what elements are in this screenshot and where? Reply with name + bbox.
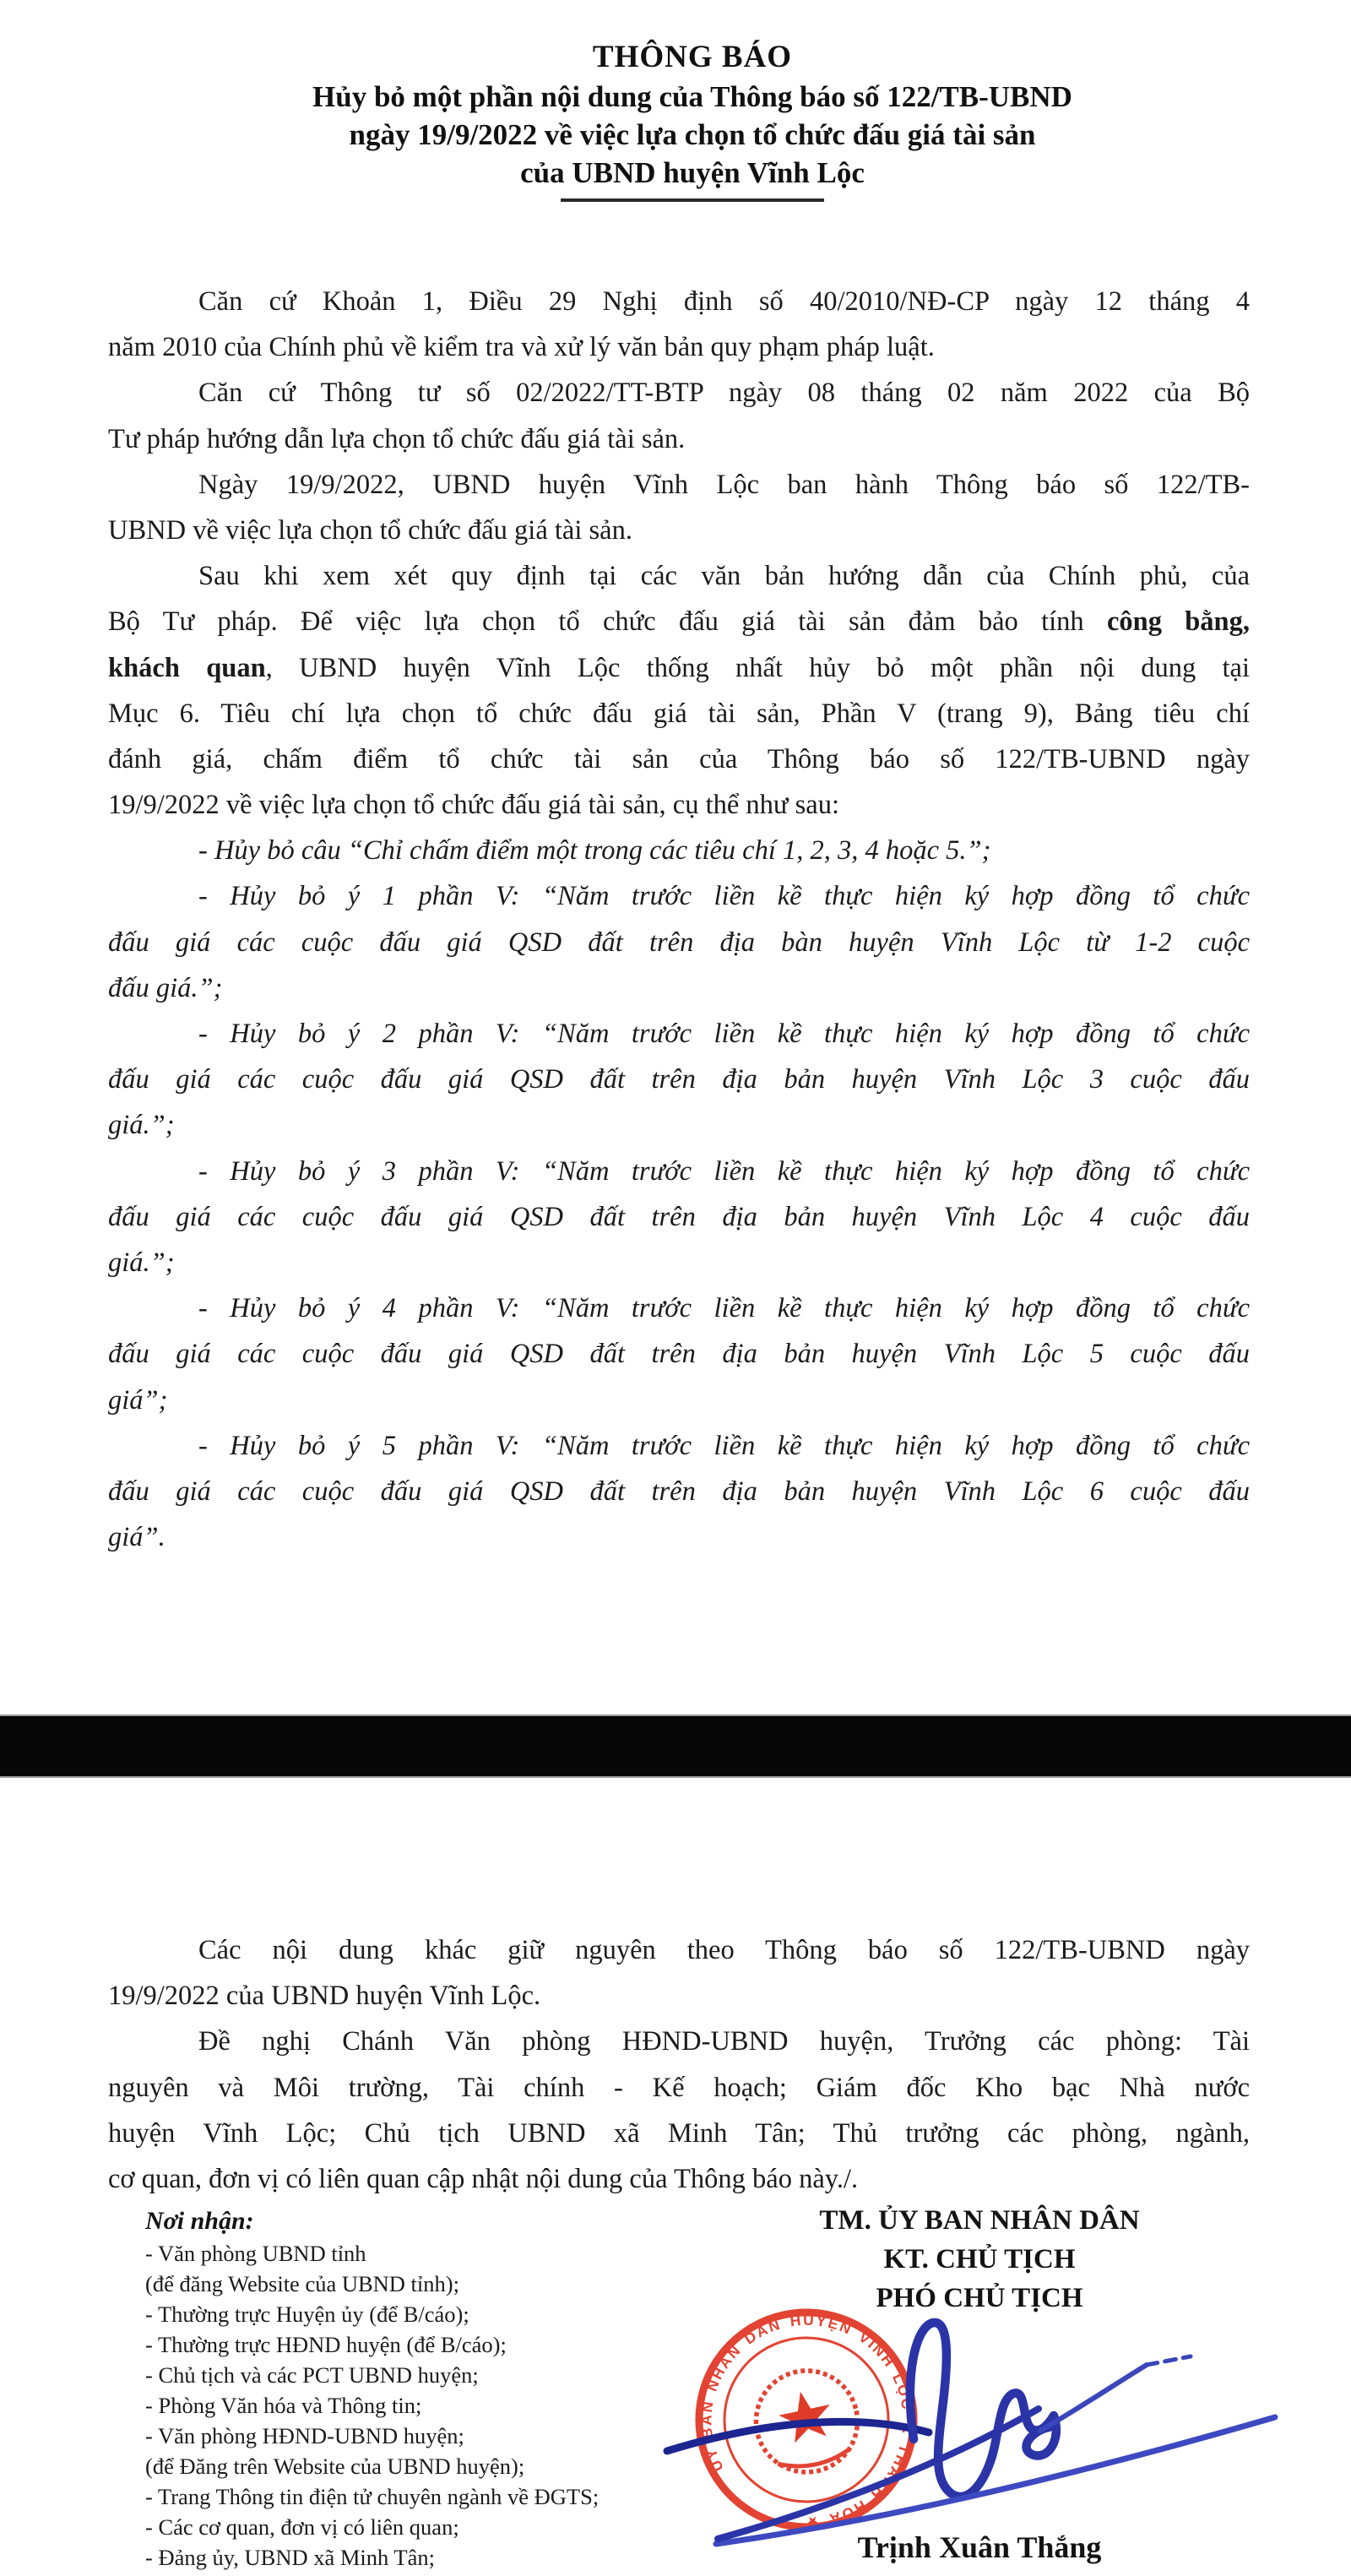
- body-text: Mục 6. Tiêu chí lựa chọn tổ chức đấu giá tài sản, Phần V (trang 9), Bảng tiêu chí: [108, 698, 1250, 729]
- body-line: [108, 1973, 1250, 2019]
- seal-ring-text: ỦY BAN NHÂN DÂN HUYỆN VĨNH LỘC T. THANH HÓA ★: [697, 2311, 917, 2531]
- body-line: [108, 1469, 1250, 1514]
- recipient-item: (để đăng Website của UBND tỉnh);: [145, 2271, 459, 2296]
- recipient-item: - Thường trực HĐND huyện (để B/cáo);: [145, 2332, 507, 2357]
- body-line: [108, 645, 1250, 691]
- body-text: - Hủy bỏ câu “Chỉ chấm điểm một trong các tiêu chí 1, 2, 3, 4 hoặc 5.”;: [198, 835, 991, 867]
- recipients-block: [145, 2204, 686, 2573]
- body-text: - Hủy bỏ ý 2 phần V: “Năm trước liền kề thực hiện ký hợp đồng tổ chức: [198, 1019, 1250, 1049]
- body-line: [108, 1378, 1250, 1423]
- body-line: [108, 1927, 1250, 1973]
- body-line: [108, 873, 1250, 919]
- recipient-item: - Văn phòng UBND tỉnh: [145, 2241, 366, 2266]
- body-line: [108, 279, 1250, 324]
- body-text: nguyên và Môi trường, Tài chính - Kế hoạch; Giám đốc Kho bạc Nhà nước: [108, 2072, 1250, 2103]
- body-line: [108, 553, 1250, 599]
- body-text: đấu giá các cuộc đấu giá QSD đất trên địa bản huyện Vĩnh Lộc 3 cuộc đấu: [108, 1064, 1250, 1095]
- body-text: giá”.: [108, 1522, 165, 1553]
- document-body-upper: [108, 279, 1250, 1560]
- body-text: Ngày 19/9/2022, UBND huyện Vĩnh Lộc ban hành Thông báo số 122/TB-: [198, 469, 1250, 500]
- body-line: [108, 1331, 1250, 1377]
- body-text: đấu giá.”;: [108, 972, 223, 1003]
- body-text: Các nội dung khác giữ nguyên theo Thông báo số 122/TB-UBND ngày: [198, 1935, 1250, 1965]
- signer-name: Trịnh Xuân Thắng: [857, 2530, 1102, 2564]
- signature-cross-stroke: [667, 2421, 929, 2451]
- body-line: [108, 1423, 1250, 1469]
- body-line: [108, 324, 1250, 370]
- body-line: [108, 1194, 1250, 1240]
- body-line: [108, 1514, 1250, 1560]
- body-line: [108, 1240, 1250, 1285]
- body-text: - Hủy bỏ ý 4 phần V: “Năm trước liền kề thực hiện ký hợp đồng tổ chức: [198, 1293, 1250, 1324]
- body-line: [108, 2156, 1250, 2202]
- body-line: [108, 736, 1250, 782]
- recipients-list: [145, 2238, 686, 2573]
- body-text-bold: công bằng,: [1106, 606, 1250, 638]
- redaction-band: [0, 1715, 1351, 1778]
- body-line: [108, 599, 1250, 644]
- recipient-item: - Phòng Văn hóa và Thông tin;: [145, 2393, 422, 2418]
- document-subtitle-line-2: ngày 19/9/2022 về việc lựa chọn tổ chức đấu giá tài sản: [349, 118, 1036, 151]
- body-text: đấu giá các cuộc đấu giá QSD đất trên địa bản huyện Vĩnh Lộc 5 cuộc đấu: [108, 1339, 1250, 1370]
- recipient-item: - Các cơ quan, đơn vị có liên quan;: [145, 2514, 459, 2540]
- recipient-item: - Thường trực Huyện ủy (để B/cáo);: [145, 2302, 469, 2327]
- signature-upper-flourish: [1040, 2365, 1147, 2431]
- recipients-label: Nơi nhận:: [145, 2207, 254, 2235]
- body-text: Căn cứ Thông tư số 02/2022/TT-BTP ngày 08 tháng 02 năm 2022 của Bộ: [198, 378, 1250, 409]
- document-title: THÔNG BÁO: [592, 40, 793, 74]
- body-text: đấu giá các cuộc đấu giá QSD đất trên địa bản huyện Vĩnh Lộc 4 cuộc đấu: [108, 1201, 1250, 1232]
- signature-upper-flourish-dashes: [1147, 2356, 1191, 2365]
- body-line: [108, 1149, 1250, 1194]
- recipient-item: - Trang Thông tin điện tử chuyên ngành về ĐGTS;: [145, 2484, 600, 2509]
- body-text: cơ quan, đơn vị có liên quan cập nhật nội dung của Thông báo này./.: [108, 2163, 859, 2194]
- body-line: [108, 416, 1250, 462]
- body-text: năm 2010 của Chính phủ về kiểm tra và xử lý văn bản quy phạm pháp luật.: [108, 332, 935, 363]
- body-line: [108, 828, 1250, 873]
- body-text: 19/9/2022 về việc lựa chọn tổ chức đấu giá tài sản, cụ thể như sau:: [108, 790, 840, 821]
- body-text: UBND về việc lựa chọn tổ chức đấu giá tài sản.: [108, 514, 632, 546]
- body-line: [108, 920, 1250, 965]
- body-text: - Hủy bỏ ý 5 phần V: “Năm trước liền kề thực hiện ký hợp đồng tổ chức: [198, 1430, 1250, 1461]
- body-text: - Hủy bỏ ý 1 phần V: “Năm trước liền kề thực hiện ký hợp đồng tổ chức: [198, 881, 1250, 912]
- body-text-bold: khách quan: [108, 652, 266, 683]
- body-line: [108, 2019, 1250, 2064]
- body-text: giá”;: [108, 1384, 168, 1416]
- recipient-item: - Đảng ủy, UBND xã Minh Tân;: [145, 2545, 435, 2570]
- title-underline: [561, 198, 824, 202]
- body-text: đánh giá, chấm điểm tổ chức tài sản của Thông báo số 122/TB-UBND ngày: [108, 743, 1250, 774]
- body-line: [108, 462, 1250, 508]
- body-text: 19/9/2022 của UBND huyện Vĩnh Lộc.: [108, 1981, 541, 2012]
- body-line: [108, 1011, 1250, 1057]
- body-line: [108, 965, 1250, 1011]
- body-text: Sau khi xem xét quy định tại các văn bản hướng dẫn của Chính phủ, của: [198, 561, 1250, 592]
- signature-org-line-1: TM. ỦY BAN NHÂN DÂN: [819, 2205, 1140, 2236]
- recipient-item: - Văn phòng HĐND-UBND huyện;: [145, 2423, 464, 2448]
- body-line: [108, 1285, 1250, 1331]
- signature-org-line-3: PHÓ CHỦ TỊCH: [876, 2283, 1083, 2313]
- body-text: giá.”;: [108, 1247, 175, 1278]
- document-subtitle-line-3: của UBND huyện Vĩnh Lộc: [520, 156, 865, 189]
- body-text: đấu giá các cuộc đấu giá QSD đất trên địa bản huyện Vĩnh Lộc 6 cuộc đấu: [108, 1475, 1250, 1507]
- body-text: đấu giá các cuộc đấu giá QSD đất trên địa bàn huyện Vĩnh Lộc từ 1-2 cuộc: [108, 927, 1250, 958]
- body-line: [108, 1057, 1250, 1102]
- body-text: giá.”;: [108, 1110, 175, 1141]
- document-subtitle-line-1: Hủy bỏ một phần nội dung của Thông báo số 122/TB-UBND: [312, 80, 1072, 113]
- body-text: , UBND huyện Vĩnh Lộc thống nhất hủy bỏ một phần nội dung tại: [265, 652, 1250, 683]
- body-line: [108, 2111, 1250, 2156]
- body-text: Căn cứ Khoản 1, Điều 29 Nghị định số 40/2010/NĐ-CP ngày 12 tháng 4: [198, 286, 1250, 317]
- body-text: Đề nghị Chánh Văn phòng HĐND-UBND huyện, Trưởng các phòng: Tài: [198, 2026, 1250, 2057]
- body-line: [108, 508, 1250, 553]
- body-line: [108, 691, 1250, 736]
- recipient-item: (để Đăng trên Website của UBND huyện);: [145, 2454, 525, 2479]
- document-header: [0, 37, 1351, 202]
- document-body-lower: [108, 1927, 1250, 2202]
- body-text: huyện Vĩnh Lộc; Chủ tịch UBND xã Minh Tân; Thủ trưởng các phòng, ngành,: [108, 2117, 1250, 2149]
- body-line: [108, 1102, 1250, 1148]
- body-text: - Hủy bỏ ý 3 phần V: “Năm trước liền kề thực hiện ký hợp đồng tổ chức: [198, 1155, 1250, 1187]
- body-line: [108, 782, 1250, 828]
- body-line: [108, 370, 1250, 416]
- recipient-item: - Chủ tịch và các PCT UBND huyện;: [145, 2362, 479, 2388]
- body-line: [108, 2065, 1250, 2111]
- signature-org-line-2: KT. CHỦ TỊCH: [883, 2244, 1076, 2274]
- body-text: Bộ Tư pháp. Để việc lựa chọn tổ chức đấu giá tài sản đảm bảo tính: [108, 606, 1107, 638]
- body-text: Tư pháp hướng dẫn lựa chọn tổ chức đấu giá tài sản.: [108, 423, 686, 454]
